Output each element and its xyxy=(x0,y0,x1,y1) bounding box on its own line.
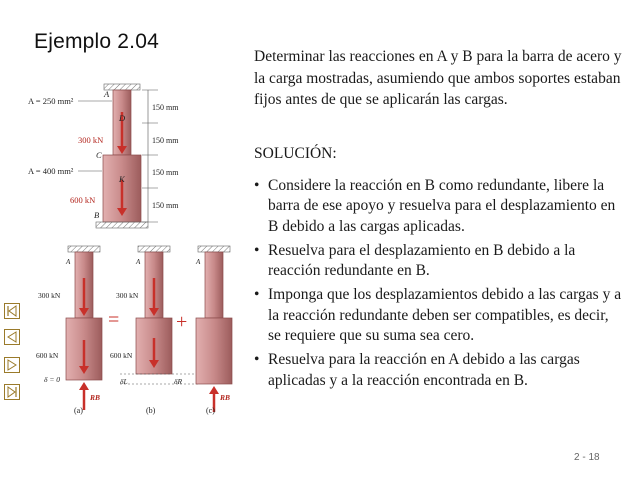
problem-statement: Determinar las reacciones en A y B para la barra de acero y la carga mostradas, asumiendo que ambos soportes estaban fijos antes de que se aplicarán las cargas. xyxy=(254,48,622,108)
dimension-label: 150 mm xyxy=(152,168,179,177)
point-a-label: A xyxy=(104,89,110,99)
load-600-b: 600 kN xyxy=(110,351,133,360)
reaction-arrow-c xyxy=(209,386,219,394)
load-300-label: 300 kN xyxy=(78,135,104,145)
delta-l-label: δL xyxy=(120,377,128,386)
bar-c-lower xyxy=(196,318,232,384)
point-d-label: D xyxy=(119,113,126,123)
load-600-label: 600 kN xyxy=(70,195,96,205)
label-a-a: A xyxy=(66,258,71,266)
label-a-c: A xyxy=(196,258,201,266)
last-slide-icon[interactable] xyxy=(4,384,20,400)
point-b-label: B xyxy=(94,210,100,220)
support-b xyxy=(138,246,170,252)
reaction-arrow-a xyxy=(79,382,89,390)
support-a xyxy=(68,246,100,252)
load-600-a: 600 kN xyxy=(36,351,59,360)
solution-heading: SOLUCIÓN: xyxy=(254,145,337,162)
point-k-label: K xyxy=(119,174,125,184)
support-c xyxy=(198,246,230,252)
superposition-diagram xyxy=(0,0,240,420)
caption-a: (a) xyxy=(74,406,83,415)
area-lower-label: A = 400 mm² xyxy=(28,166,74,176)
dimension-label: 150 mm xyxy=(152,201,179,210)
page-number: 2 - 18 xyxy=(574,452,600,463)
reaction-b-a: RB xyxy=(90,393,101,402)
solution-step: • Considere la reacción en B como redundante, libere la barra de ese apoyo y resuelva para el desplazamiento en B debido a las cargas aplicadas. xyxy=(254,176,622,237)
solution-step: • Resuelva para la reacción en A debido a las cargas aplicadas y a la reacción encontrada en B. xyxy=(254,350,622,391)
reaction-b-c: RB xyxy=(220,393,231,402)
previous-slide-icon[interactable] xyxy=(4,329,20,345)
caption-c: (c) xyxy=(206,406,215,415)
label-a-b: A xyxy=(136,258,141,266)
area-upper-label: A = 250 mm² xyxy=(28,96,74,106)
bar-c-upper xyxy=(205,252,223,318)
delta-r-label: δR xyxy=(174,377,183,386)
point-c-label: C xyxy=(96,150,102,160)
dimension-label: 150 mm xyxy=(152,103,179,112)
plus-sign: + xyxy=(176,311,188,333)
solution-steps xyxy=(254,176,622,395)
load-300-a: 300 kN xyxy=(38,291,61,300)
dimension-label: 150 mm xyxy=(152,136,179,145)
slide-title: Ejemplo 2.04 xyxy=(34,30,159,53)
load-300-b: 300 kN xyxy=(116,291,139,300)
caption-b: (b) xyxy=(146,406,156,415)
equals-sign: = xyxy=(108,309,120,331)
solution-step: • Imponga que los desplazamientos debido a las cargas y a la reacción redundante deben ser compatibles, es decir, se requiere que su suma sea cero. xyxy=(254,285,622,346)
delta-zero-label: δ = 0 xyxy=(44,375,61,384)
solution-step: • Resuelva para el desplazamiento en B debido a la reacción redundante en B. xyxy=(254,241,622,282)
first-slide-icon[interactable] xyxy=(4,303,20,319)
next-slide-icon[interactable] xyxy=(4,357,20,373)
